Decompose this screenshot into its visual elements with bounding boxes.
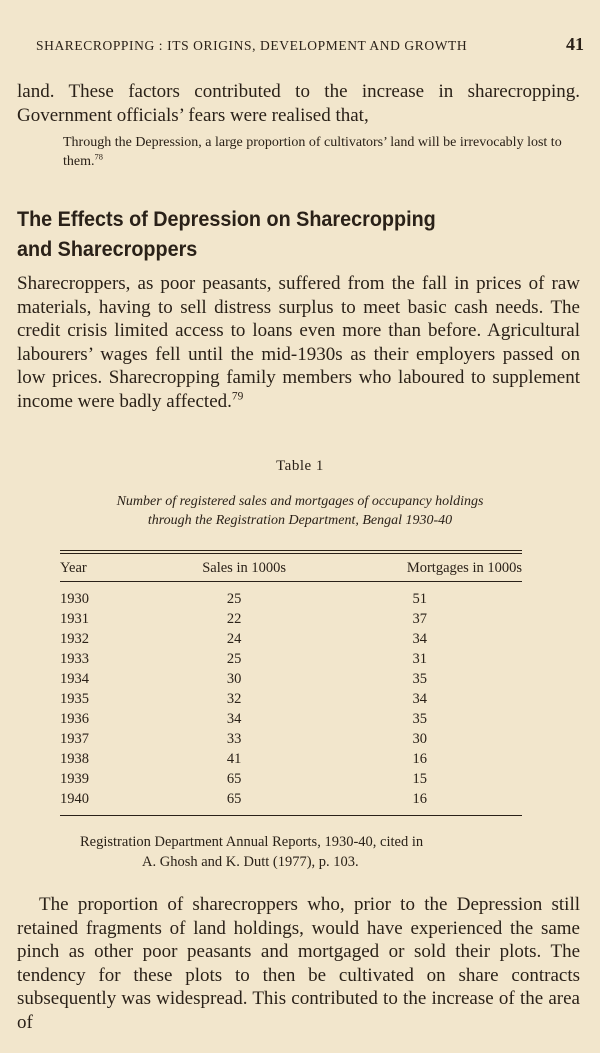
table-header-row — [60, 555, 522, 581]
cell-mortgages: 51 — [412, 590, 427, 607]
cell-mortgages: 16 — [412, 790, 427, 807]
cell-mortgages: 35 — [412, 710, 427, 727]
table-row — [60, 749, 522, 769]
cell-year: 1932 — [60, 630, 89, 647]
cell-year: 1934 — [60, 670, 89, 687]
cell-sales: 25 — [226, 590, 242, 607]
footnote-ref-78: 78 — [94, 152, 103, 162]
paragraph-3: The proportion of sharecroppers who, prior to the Depression still retained fragments of land holdings, would have experienced the same pinch as other poor peasants and mortgaged or sold their plots. The tendency for these plots to then be cultivated on share contracts subsequently was widespread. This contributed to the increase of the area of — [17, 894, 580, 1033]
cell-sales: 30 — [226, 670, 242, 687]
paragraph-2-text: Sharecroppers, as poor peasants, suffered from the fall in prices of raw materials, having to sell distress surplus to meet basic cash needs. The credit crisis limited access to loans even more than before. Agricultural labourers’ wages fell until the mid-1930s as their employers passed on low prices. Sharecropping family members who laboured to supplement income were badly affected. — [17, 273, 580, 412]
cell-year: 1931 — [60, 610, 89, 627]
table-row — [60, 669, 522, 689]
table-row — [60, 689, 522, 709]
section-heading-line-2: and Sharecroppers — [17, 237, 198, 261]
table-source-note — [80, 832, 540, 872]
section-heading — [17, 204, 477, 264]
table-header-rule — [60, 581, 522, 582]
table-bottom-rule — [60, 815, 522, 816]
cell-year: 1935 — [60, 690, 89, 707]
header-year: Year — [60, 559, 87, 576]
cell-mortgages: 35 — [412, 670, 427, 687]
cell-mortgages: 34 — [412, 690, 427, 707]
running-head-title: SHARECROPPING : ITS ORIGINS, DEVELOPMENT AND GROWTH — [36, 38, 468, 53]
cell-sales: 33 — [226, 730, 242, 747]
table-caption — [60, 492, 540, 530]
cell-mortgages: 37 — [412, 610, 427, 627]
header-sales: Sales in 1000s — [202, 559, 286, 576]
table-row — [60, 709, 522, 729]
table-row — [60, 609, 522, 629]
source-line-1: Registration Department Annual Reports, 1930-40, cited in — [80, 834, 424, 850]
source-line-2: A. Ghosh and K. Dutt (1977), p. 103. — [142, 854, 359, 870]
block-quote — [63, 133, 580, 171]
cell-sales: 24 — [226, 630, 242, 647]
section-heading-line-1: The Effects of Depression on Sharecropping — [17, 207, 436, 231]
cell-sales: 25 — [226, 650, 242, 667]
cell-year: 1937 — [60, 730, 89, 747]
table-row — [60, 769, 522, 789]
table-row — [60, 581, 522, 609]
table-label: Table 1 — [276, 458, 324, 474]
cell-sales: 22 — [226, 610, 242, 627]
cell-year: 1938 — [60, 750, 89, 767]
cell-sales: 65 — [226, 790, 242, 807]
paragraph-1: land. These factors contributed to the increase in sharecropping. Government officials’ fears were realised that, — [17, 81, 580, 126]
cell-year: 1939 — [60, 770, 89, 787]
cell-mortgages: 15 — [412, 770, 427, 787]
table-top-rule — [60, 550, 522, 551]
cell-sales: 41 — [226, 750, 242, 767]
cell-mortgages: 34 — [412, 630, 427, 647]
cell-sales: 34 — [226, 710, 242, 727]
header-mortgages: Mortgages in 1000s — [406, 559, 522, 576]
block-quote-text: Through the Depression, a large proportion of cultivators’ land will be irrevocably lost to them. — [63, 135, 562, 169]
cell-mortgages: 31 — [412, 650, 427, 667]
data-table — [60, 555, 522, 809]
table-row — [60, 729, 522, 749]
cell-sales: 65 — [226, 770, 242, 787]
cell-year: 1933 — [60, 650, 89, 667]
table-row — [60, 649, 522, 669]
running-head — [36, 34, 584, 55]
cell-year: 1930 — [60, 590, 89, 607]
table-row — [60, 789, 522, 809]
cell-sales: 32 — [226, 690, 242, 707]
footnote-ref-79: 79 — [231, 390, 244, 403]
table-row — [60, 629, 522, 649]
paragraph-2 — [17, 272, 580, 414]
cell-mortgages: 16 — [412, 750, 427, 767]
table-caption-line-2: through the Registration Department, Bengal 1930-40 — [147, 513, 453, 528]
cell-year: 1936 — [60, 710, 89, 727]
table-caption-line-1: Number of registered sales and mortgages of occupancy holdings — [116, 494, 484, 509]
page-number: 41 — [566, 34, 584, 54]
cell-year: 1940 — [60, 790, 89, 807]
cell-mortgages: 30 — [412, 730, 427, 747]
